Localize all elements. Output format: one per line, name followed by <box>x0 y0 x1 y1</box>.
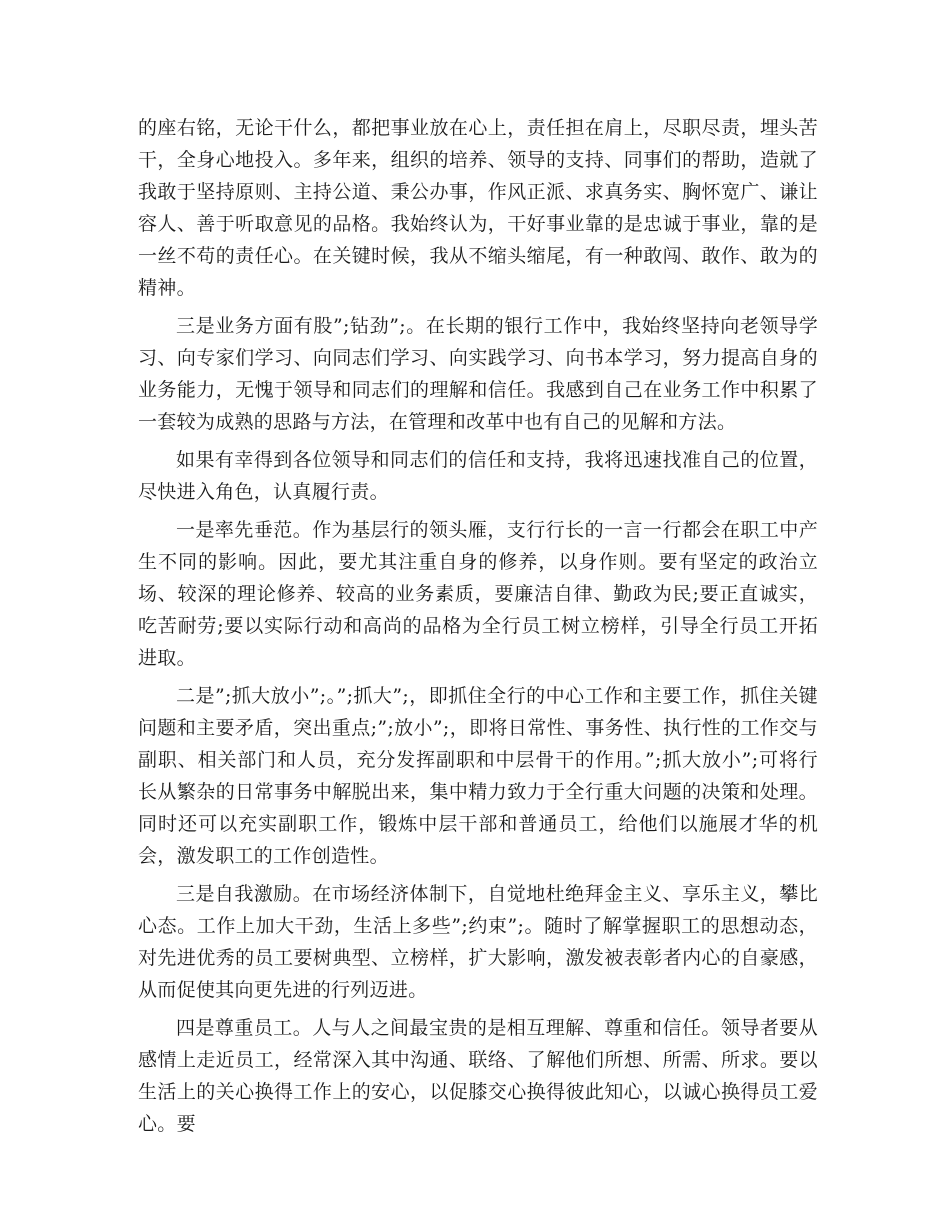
paragraph-3: 如果有幸得到各位领导和同志们的信任和支持，我将迅速找准自己的位置，尽快进入角色，认真履行责。 <box>138 449 818 503</box>
paragraph-5: 二是”;抓大放小”;。”;抓大”;，即抓住全行的中心工作和主要工作，抓住关键问题和主要矛盾，突出重点;”;放小”;，即将日常性、事务性、执行性的工作交与副职、相关部门和人员，充分发挥副职和中层骨干的作用。”;抓大放小”;可将行长从繁杂的日常事务中解脱出来，集中精力致力于全行重大问题的决策和处理。同时还可以充实副职工作，锻炼中层干部和普通员工，给他们以施展才华的机会，激发职工的工作创造性。 <box>138 685 818 867</box>
paragraph-1: 的座右铭，无论干什么，都把事业放在心上，责任担在肩上，尽职尽责，埋头苦干，全身心地投入。多年来，组织的培养、领导的支持、同事们的帮助，造就了我敢于坚持原则、主持公道、秉公办事，作风正派、求真务实、胸怀宽广、谦让容人、善于听取意见的品格。我始终认为，干好事业靠的是忠诚于事业，靠的是一丝不苟的责任心。在关键时候，我从不缩头缩尾，有一种敢闯、敢作、敢为的精神。 <box>138 117 818 299</box>
paragraph-7: 四是尊重员工。人与人之间最宝贵的是相互理解、尊重和信任。领导者要从感情上走近员工，经常深入其中沟通、联络、了解他们所想、所需、所求。要以生活上的关心换得工作上的安心，以促膝交心换得彼此知心，以诚心换得员工爱心。要 <box>138 1017 818 1135</box>
paragraph-2: 三是业务方面有股”;钻劲”;。在长期的银行工作中，我始终坚持向老领导学习、向专家们学习、向同志们学习、向实践学习、向书本学习，努力提高自身的业务能力，无愧于领导和同志们的理解和信任。我感到自己在业务工作中积累了一套较为成熟的思路与方法，在管理和改革中也有自己的见解和方法。 <box>138 315 818 433</box>
paragraph-6: 三是自我激励。在市场经济体制下，自觉地杜绝拜金主义、享乐主义，攀比心态。工作上加大干劲，生活上多些”;约束”;。随时了解掌握职工的思想动态，对先进优秀的员工要树典型、立榜样，扩大影响，激发被表彰者内心的自豪感，从而促使其向更先进的行列迈进。 <box>138 883 818 1001</box>
document-body <box>138 112 818 1146</box>
paragraph-4: 一是率先垂范。作为基层行的领头雁，支行行长的一言一行都会在职工中产生不同的影响。因此，要尤其注重自身的修养，以身作则。要有坚定的政治立场、较深的理论修养、较高的业务素质，要廉洁自律、勤政为民;要正直诚实，吃苦耐劳;要以实际行动和高尚的品格为全行员工树立榜样，引导全行员工开拓进取。 <box>138 519 818 669</box>
